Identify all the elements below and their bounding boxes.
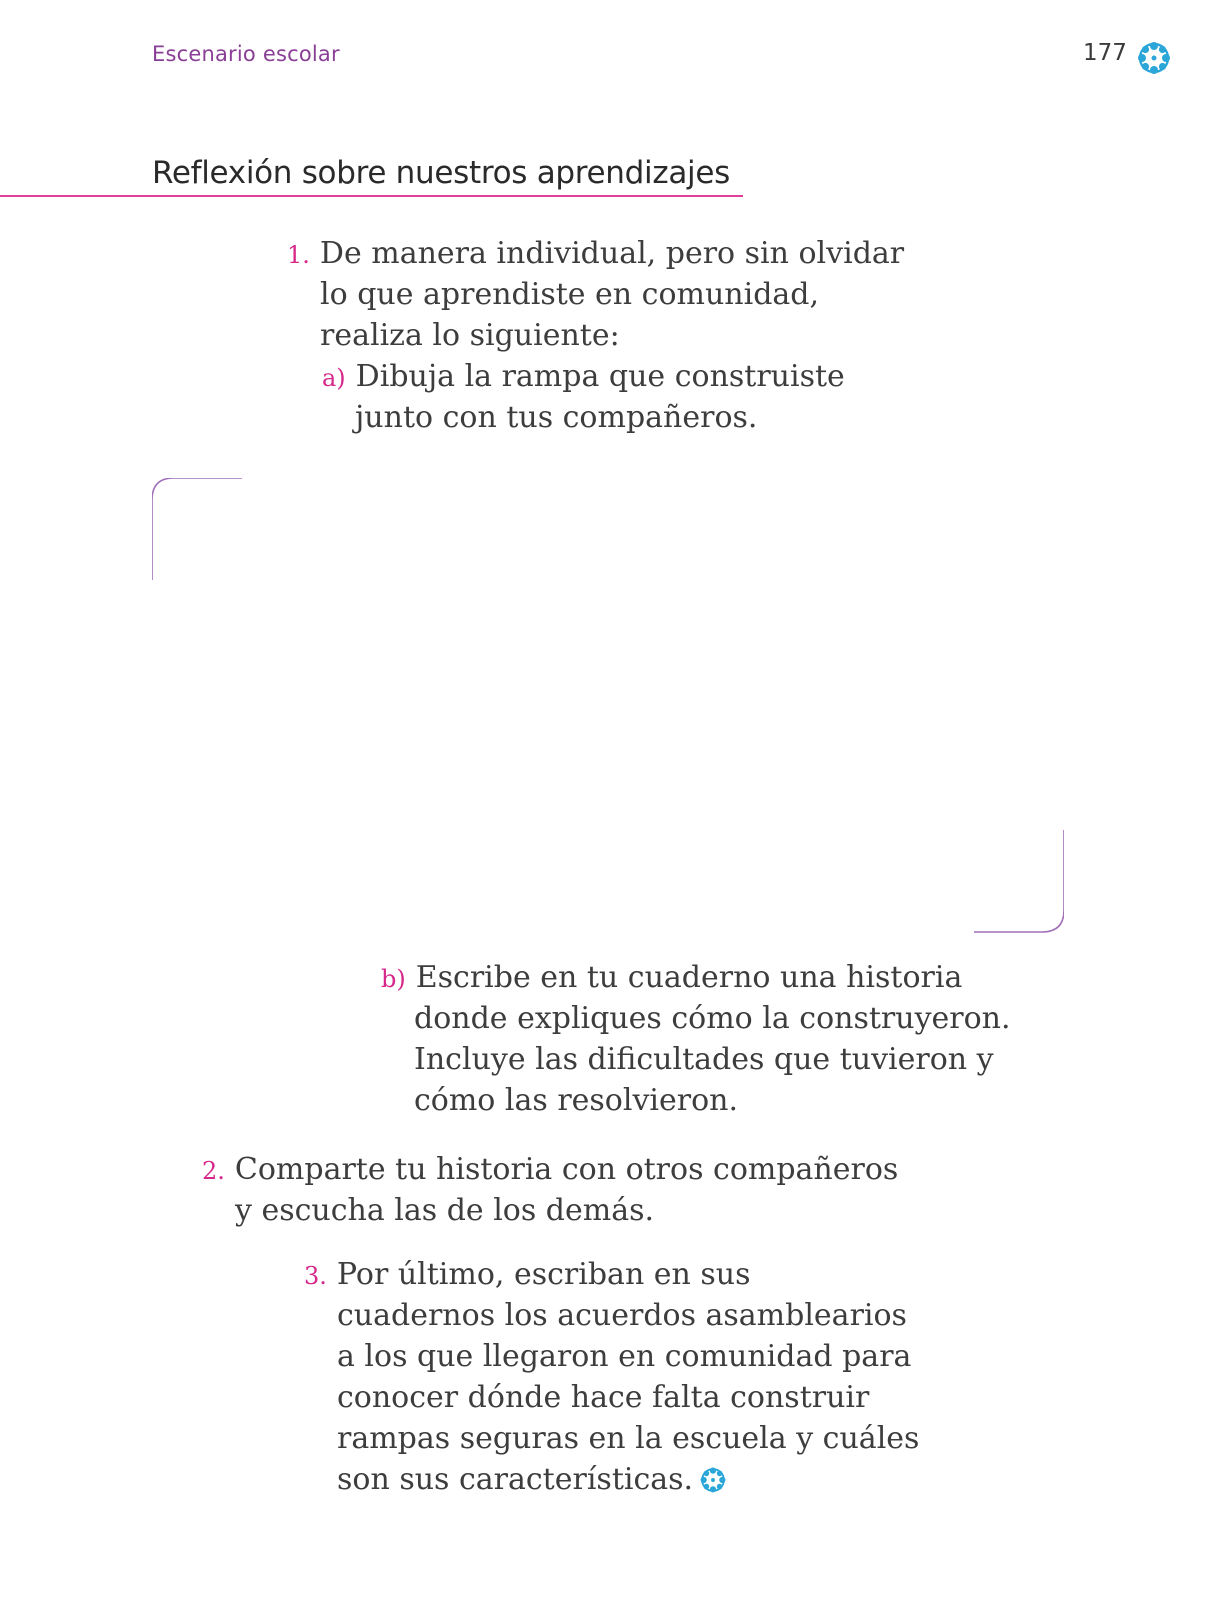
list-item-2-line-2: y escucha las de los demás. [235, 1193, 655, 1228]
item-number: 1. [287, 241, 310, 269]
item-text-line: Comparte tu historia con otros compañeros [234, 1152, 899, 1187]
list-item-1-line-2: lo que aprendiste en comunidad, [320, 277, 820, 312]
list-item-3 [304, 1254, 751, 1297]
list-item-1-line-3: realiza lo siguiente: [320, 318, 620, 353]
item-text-line: son sus características. [337, 1462, 694, 1497]
page-title: Reflexión sobre nuestros aprendizajes [152, 155, 730, 191]
list-item-2 [202, 1149, 898, 1192]
subitem-b-line-4: cómo las resolvieron. [414, 1083, 739, 1118]
subitem-b [381, 957, 962, 1000]
list-item-3-line-3: a los que llegaron en comunidad para [337, 1339, 912, 1374]
subitem-b-line-3: Incluye las dificultades que tuvieron y [414, 1042, 994, 1077]
list-item-3-line-4: conocer dónde hace falta construir [337, 1380, 870, 1415]
subitem-text-line: Escribe en tu cuaderno una historia [415, 960, 963, 995]
item-number: 3. [304, 1262, 327, 1290]
section-header: Escenario escolar [152, 42, 340, 66]
subitem-text-line: Dibuja la rampa que construiste [355, 359, 845, 394]
subitem-letter: b) [381, 965, 406, 993]
item-text-line: Por último, escriban en sus [336, 1257, 751, 1292]
item-text-line: De manera individual, pero sin olvidar [319, 236, 905, 271]
drawing-area[interactable] [152, 478, 1064, 934]
list-item-1 [287, 233, 904, 276]
list-item-3-line-2: cuadernos los acuerdos asamblearios [337, 1298, 907, 1333]
subitem-letter: a) [322, 364, 346, 392]
item-number: 2. [202, 1157, 225, 1185]
title-underline [0, 195, 743, 197]
flower-icon [699, 1466, 727, 1494]
subitem-a [322, 356, 845, 399]
subitem-b-line-2: donde expliques cómo la construyeron. [414, 1001, 1011, 1036]
list-item-3-line-5: rampas seguras en la escuela y cuáles [337, 1421, 920, 1456]
flower-icon [1136, 40, 1172, 76]
subitem-a-line-2: junto con tus compañeros. [355, 400, 758, 435]
page-number: 177 [1083, 40, 1127, 66]
list-item-3-line-6 [337, 1459, 727, 1500]
